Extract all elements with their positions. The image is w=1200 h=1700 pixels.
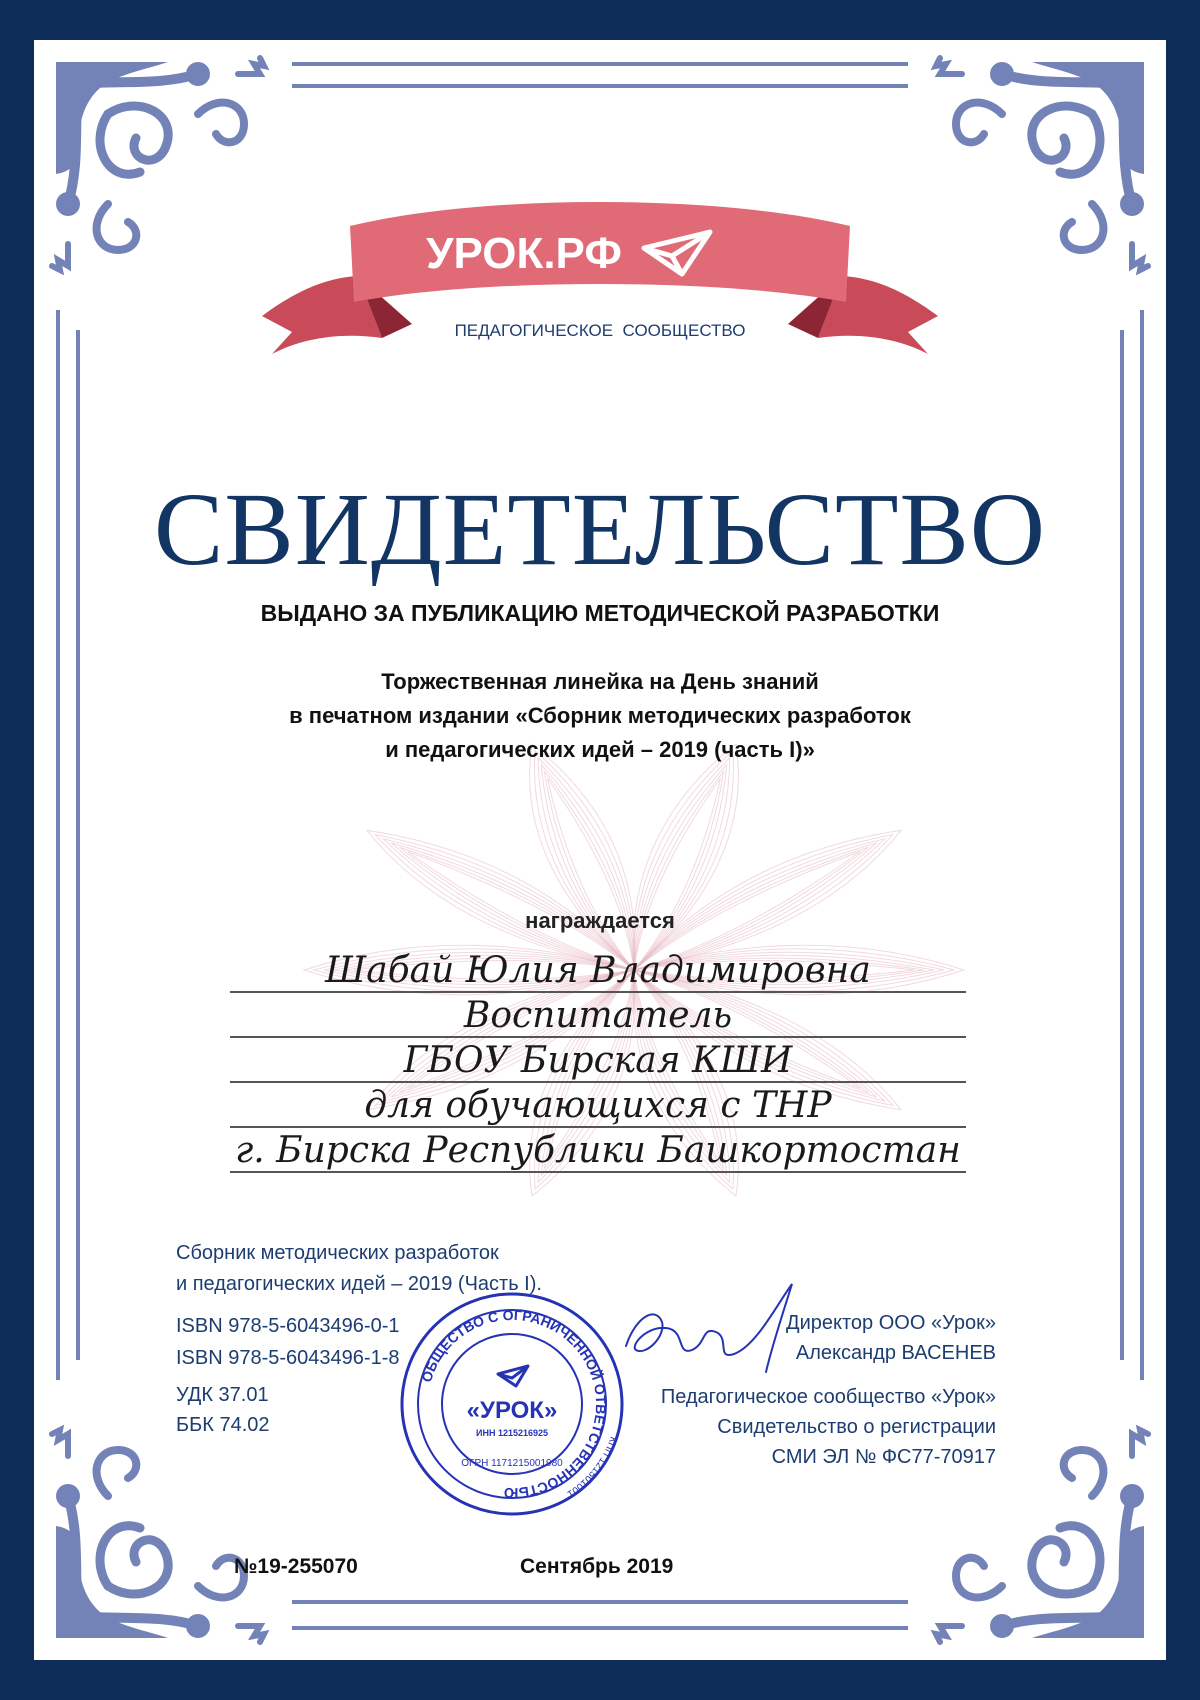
top-border-line-inner bbox=[292, 84, 908, 88]
certificate-title: СВИДЕТЕЛЬСТВО bbox=[153, 472, 1047, 587]
stamp-plane-icon bbox=[498, 1366, 528, 1386]
stamp-inn: ИНН 1215216925 bbox=[475, 1428, 549, 1438]
registration-label: Свидетельство о регистрации bbox=[717, 1416, 996, 1438]
work-edition-line-2: и педагогических идей – 2019 (часть I)» bbox=[385, 737, 815, 762]
stamp-center-text: «УРОК» bbox=[466, 1397, 558, 1424]
company-stamp bbox=[398, 1290, 626, 1518]
certificate-date: Сентябрь 2019 bbox=[520, 1555, 674, 1578]
corner-ornament-bottom-left bbox=[48, 1406, 288, 1646]
recipient-name: Шабай Юлия Владимировна bbox=[230, 948, 966, 993]
corner-ornament-top-left bbox=[48, 54, 288, 294]
director-title: Директор ООО «Урок» bbox=[786, 1312, 996, 1334]
top-border-line-outer bbox=[292, 62, 908, 66]
work-title-line: Торжественная линейка на День знаний bbox=[381, 669, 819, 694]
recipient-organization-3: г. Бирска Республики Башкортостан bbox=[230, 1128, 966, 1173]
bottom-border-line-inner bbox=[292, 1600, 908, 1604]
logo-ribbon bbox=[262, 198, 938, 358]
recipient-organization-1: ГБОУ Бирская КШИ bbox=[230, 1038, 966, 1083]
isbn-block bbox=[176, 1310, 399, 1374]
registration-number: СМИ ЭЛ № ФС77-70917 bbox=[771, 1446, 996, 1468]
recipient-position: Воспитатель bbox=[230, 993, 966, 1038]
work-description bbox=[34, 665, 1166, 767]
stamp-ring-text: ОБЩЕСТВО С ОГРАНИЧЕННОЙ ОТВЕТСТВЕННОСТЬЮ bbox=[418, 1306, 610, 1502]
brand-logo-text: УРОК.РФ bbox=[426, 229, 622, 278]
bbk-code: ББК 74.02 bbox=[176, 1414, 270, 1436]
stamp-kpp: КПП 121501001 bbox=[565, 1435, 619, 1500]
community-name: Педагогическое сообщество «Урок» bbox=[660, 1386, 996, 1408]
publication-line-2: и педагогических идей – 2019 (Часть I). bbox=[176, 1273, 542, 1295]
awarded-label: награждается bbox=[525, 908, 675, 933]
logo-tagline: ПЕДАГОГИЧЕСКОЕ СООБЩЕСТВО bbox=[454, 321, 746, 340]
certificate-sheet bbox=[34, 40, 1166, 1660]
certificate-number: №19-255070 bbox=[234, 1555, 358, 1578]
certificate-subtitle: ВЫДАНО ЗА ПУБЛИКАЦИЮ МЕТОДИЧЕСКОЙ РАЗРАБОТКИ bbox=[260, 600, 940, 626]
recipient-organization-2: для обучающихся с ТНР bbox=[230, 1083, 966, 1128]
recipient-block bbox=[230, 948, 966, 1173]
director-signature bbox=[606, 1276, 826, 1386]
isbn-1: ISBN 978-5-6043496-0-1 bbox=[176, 1315, 400, 1337]
community-block bbox=[661, 1382, 996, 1472]
udk-code: УДК 37.01 bbox=[176, 1384, 269, 1406]
bottom-border-line-outer bbox=[292, 1626, 908, 1630]
classification-block bbox=[176, 1380, 270, 1440]
isbn-2: ISBN 978-5-6043496-1-8 bbox=[176, 1347, 400, 1369]
work-edition-line-1: в печатном издании «Сборник методических разработок bbox=[289, 703, 911, 728]
director-name: Александр ВАСЕНЕВ bbox=[795, 1342, 996, 1364]
publication-line-1: Сборник методических разработок bbox=[176, 1242, 499, 1264]
corner-ornament-top-right bbox=[912, 54, 1152, 294]
stamp-ogrn: ОГРН 1171215001980 bbox=[461, 1458, 563, 1469]
